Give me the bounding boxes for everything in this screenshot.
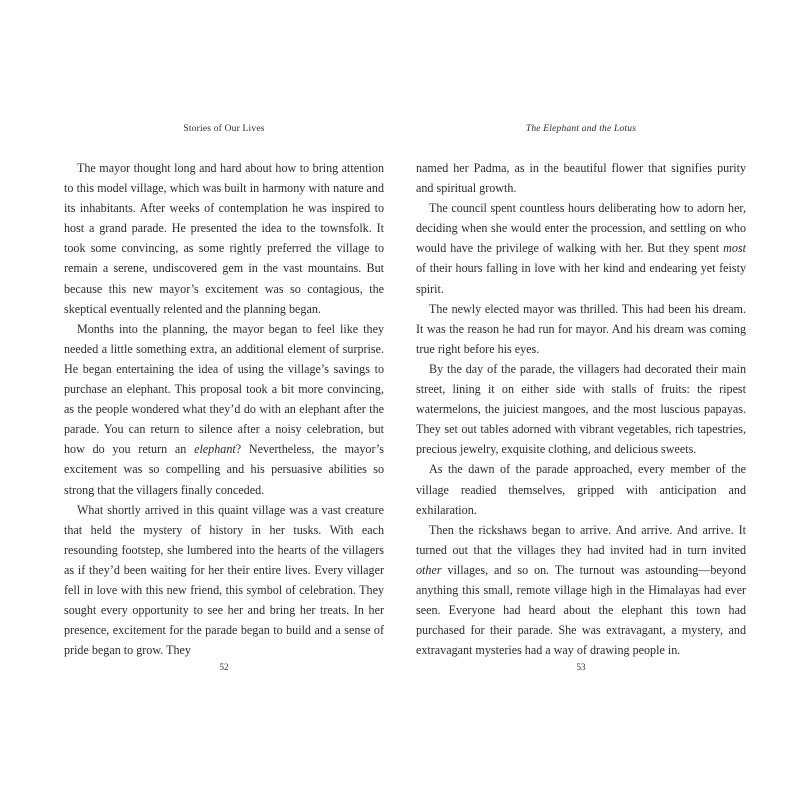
page-number: 53 — [576, 662, 586, 672]
paragraph-text: Months into the planning, the mayor began to feel like they needed a little something extra, an additional element of surprise. He began entertaining the idea of using the village’s savings to purchase an elephant. This proposal took a bit more convincing, as the people wondered what they’d do with an elephant after the parade. You can return to silence after a noisy celebration, but how do you return an — [64, 321, 384, 457]
right-page — [416, 0, 746, 800]
emphasis-text: other — [416, 562, 442, 577]
left-page — [64, 0, 384, 800]
right-page-body — [416, 158, 746, 660]
paragraph-text: The council spent countless hours deliberating how to adorn her, deciding when she would enter the procession, and settling on who would have the privilege of walking with her. But they spent — [416, 201, 746, 256]
paragraph-text: villages, and so on. The turnout was astounding—beyond anything this small, remote village high in the Himalayas had ever seen. Everyone had heard about the elephant this town had purchased for their parade. She was extravagant, a mystery, and extravagant mysteries had a way of drawing people in. — [416, 562, 746, 658]
paragraph: The newly elected mayor was thrilled. This had been his dream. It was the reason he had run for mayor. And his dream was coming true right before his eyes. — [416, 301, 746, 356]
emphasis-text: elephant — [194, 442, 236, 457]
paragraph — [64, 319, 384, 500]
running-head-book-title: Stories of Our Lives — [183, 124, 265, 134]
paragraph: As the dawn of the parade approached, every member of the village readied themselves, gripped with anticipation and exhilaration. — [416, 462, 746, 517]
page-number: 52 — [219, 662, 229, 672]
paragraph: What shortly arrived in this quaint village was a vast creature that held the mystery of history in her tusks. With each resounding footstep, she lumbered into the hearts of the villagers as if they’d been waiting for her their entire lives. Every villager fell in love with this new friend, this symbol of celebration. They sought every opportunity to see her and bring her treats. In her presence, excitement for the parade began to build and a sense of pride began to grow. They — [64, 502, 384, 658]
paragraph — [416, 520, 746, 661]
emphasis-text: most — [723, 241, 746, 256]
paragraph: By the day of the parade, the villagers had decorated their main street, lining it on either side with stalls of fruits: the ripest watermelons, the juiciest mangoes, and the most luscious papayas. They set out tables adorned with vibrant vegetables, rich tapestries, precious jewelry, exquisite clothing, and delicious sweets. — [416, 361, 746, 457]
left-page-body — [64, 158, 384, 660]
paragraph-text: of their hours falling in love with her kind and endearing yet feisty spirit. — [416, 261, 746, 296]
paragraph: named her Padma, as in the beautiful flower that signifies purity and spiritual growth. — [416, 161, 746, 196]
paragraph: The mayor thought long and hard about how to bring attention to this model village, which was built in harmony with nature and its inhabitants. After weeks of contemplation he was inspired to host a grand parade. He presented the idea to the townsfolk. It took some convincing, as some rightly preferred the village to remain a serene, undiscovered gem in the vast mountains. But because this new mayor’s excitement was so contagious, the skeptical eventually relented and the planning began. — [64, 161, 384, 316]
running-head-chapter-title: The Elephant and the Lotus — [525, 124, 637, 134]
paragraph-text: ? Nevertheless, the mayor’s excitement was so compelling and his persuasive abilities so strong that the villagers finally conceded. — [64, 442, 384, 497]
paragraph-text: Then the rickshaws began to arrive. And arrive. And arrive. It turned out that the villages they had invited had in turn invited — [416, 522, 746, 557]
paragraph — [416, 198, 746, 298]
